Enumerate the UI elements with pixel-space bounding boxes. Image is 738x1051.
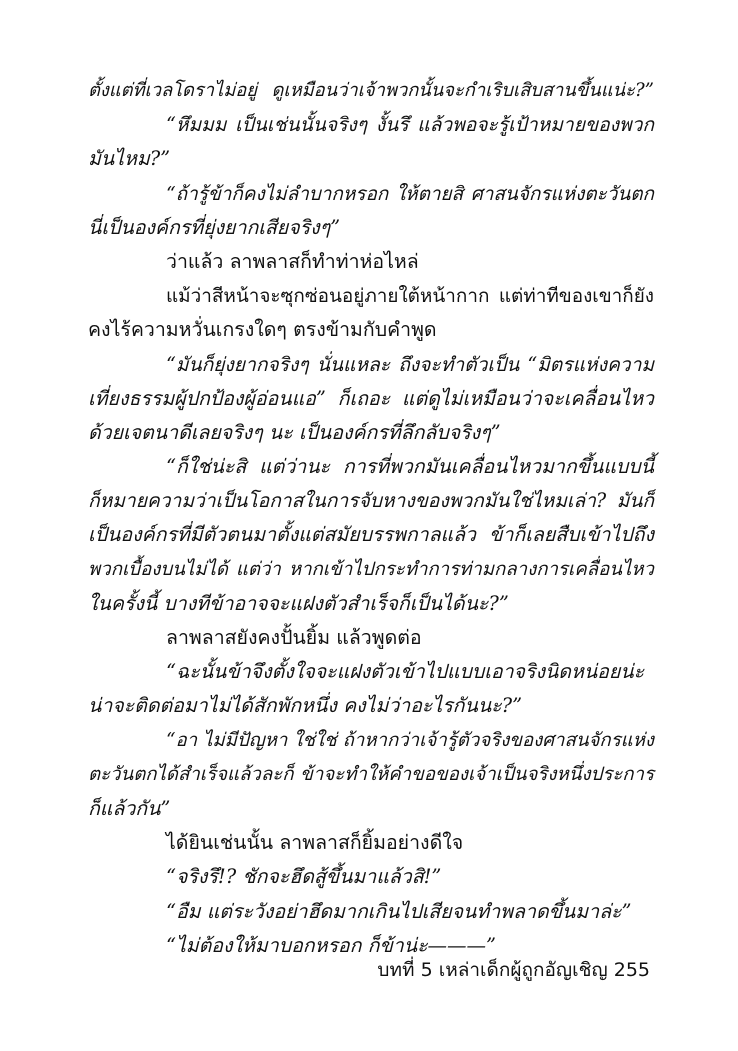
text-line: คงไร้ความหวั่นเกรงใดๆ ตรงข้ามกับคำพูด — [88, 318, 437, 342]
text-line: พวกเบื้องบนไม่ได้ แต่ว่า หากเข้าไปกระทำการท่ามกลางการเคลื่อนไหว — [88, 558, 654, 580]
text-line: ก็หมายความว่าเป็นโอกาสในการจับหางของพวกมันใช่ไหมเล่า? มันก็ — [88, 489, 654, 513]
text-line: เป็นองค์กรที่มีตัวตนมาตั้งแต่สมัยบรรพกาลแล้ว ข้าก็เลยสืบเข้าไปถึง — [88, 523, 654, 547]
text-line: “จริงรึ!? ชักจะฮึดสู้ขึ้นมาแล้วสิ!” — [166, 865, 442, 889]
text-line: ก็แล้วกัน” — [88, 796, 171, 820]
text-line: “ถ้ารู้ข้าก็คงไม่ลำบากหรอก ให้ตายสิ ศาสนจักรแห่งตะวันตก — [166, 182, 654, 205]
text-line: ในครั้งนี้ บางทีข้าอาจจะแฝงตัวสำเร็จก็เป็นได้นะ?” — [88, 591, 509, 615]
body-text — [88, 74, 654, 963]
text-line: ลาพลาสยังคงปั้นยิ้ม แล้วพูดต่อ — [166, 626, 422, 649]
text-line: “ไม่ต้องให้มาบอกหรอก ก็ข้าน่ะ———” — [166, 933, 497, 957]
text-line: “หึมมม เป็นเช่นนั้นจริงๆ งั้นรึ แล้วพอจะรู้เป้าหมายของพวก — [166, 113, 654, 137]
text-line: แม้ว่าสีหน้าจะซุกซ่อนอยู่ภายใต้หน้ากาก แต่ท่าทีของเขาก็ยัง — [166, 285, 654, 308]
text-line: “อืม แต่ระวังอย่าฮึดมากเกินไปเสียจนทำพลาดขึ้นมาล่ะ” — [166, 899, 632, 923]
text-line: ได้ยินเช่นนั้น ลาพลาสก็ยิ้มอย่างดีใจ — [166, 831, 464, 855]
text-line: “ฉะนั้นข้าจึงตั้งใจจะแฝงตัวเข้าไปแบบเอาจริงนิดหน่อยน่ะ — [166, 660, 645, 684]
text-line: น่าจะติดต่อมาไม่ได้สักพักหนึ่ง คงไม่ว่าอะไรกันนะ?” — [88, 694, 523, 718]
text-line: ตั้งแต่ที่เวลโดราไม่อยู่ ดูเหมือนว่าเจ้าพวกนั้นจะกำเริบเสิบสานขึ้นแน่ะ?” — [88, 80, 654, 101]
text-line: “ก็ใช่น่ะสิ แต่ว่านะ การที่พวกมันเคลื่อนไหวมากขึ้นแบบนี้ — [166, 455, 654, 479]
text-line: “มันก็ยุ่งยากจริงๆ นั่นแหละ ถึงจะทำตัวเป็น “มิตรแห่งความ — [166, 352, 654, 376]
text-line: ตะวันตกได้สำเร็จแล้วละก็ ข้าจะทำให้คำขอของเจ้าเป็นจริงหนึ่งประการ — [88, 763, 654, 785]
text-line: “อา ไม่มีปัญหา ใช่ใช่ ถ้าหากว่าเจ้ารู้ตัวจริงของศาสนจักรแห่ง — [166, 729, 654, 751]
text-line: มันไหม?” — [88, 147, 171, 171]
text-line: นี่เป็นองค์กรที่ยุ่งยากเสียจริงๆ” — [88, 215, 341, 239]
text-line: ว่าแล้ว ลาพลาสก็ทำท่าห่อไหล่ — [166, 249, 419, 273]
text-line: ด้วยเจตนาดีเลยจริงๆ นะ เป็นองค์กรที่ลึกลับจริงๆ” — [88, 420, 501, 444]
page-footer: บทที่ 5 เหล่าเด็กผู้ถูกอัญเชิญ 255 — [377, 959, 650, 981]
text-line: เที่ยงธรรมผู้ปกป้องผู้อ่อนแอ” ก็เถอะ แต่ดูไม่เหมือนว่าจะเคลื่อนไหว — [88, 386, 654, 410]
